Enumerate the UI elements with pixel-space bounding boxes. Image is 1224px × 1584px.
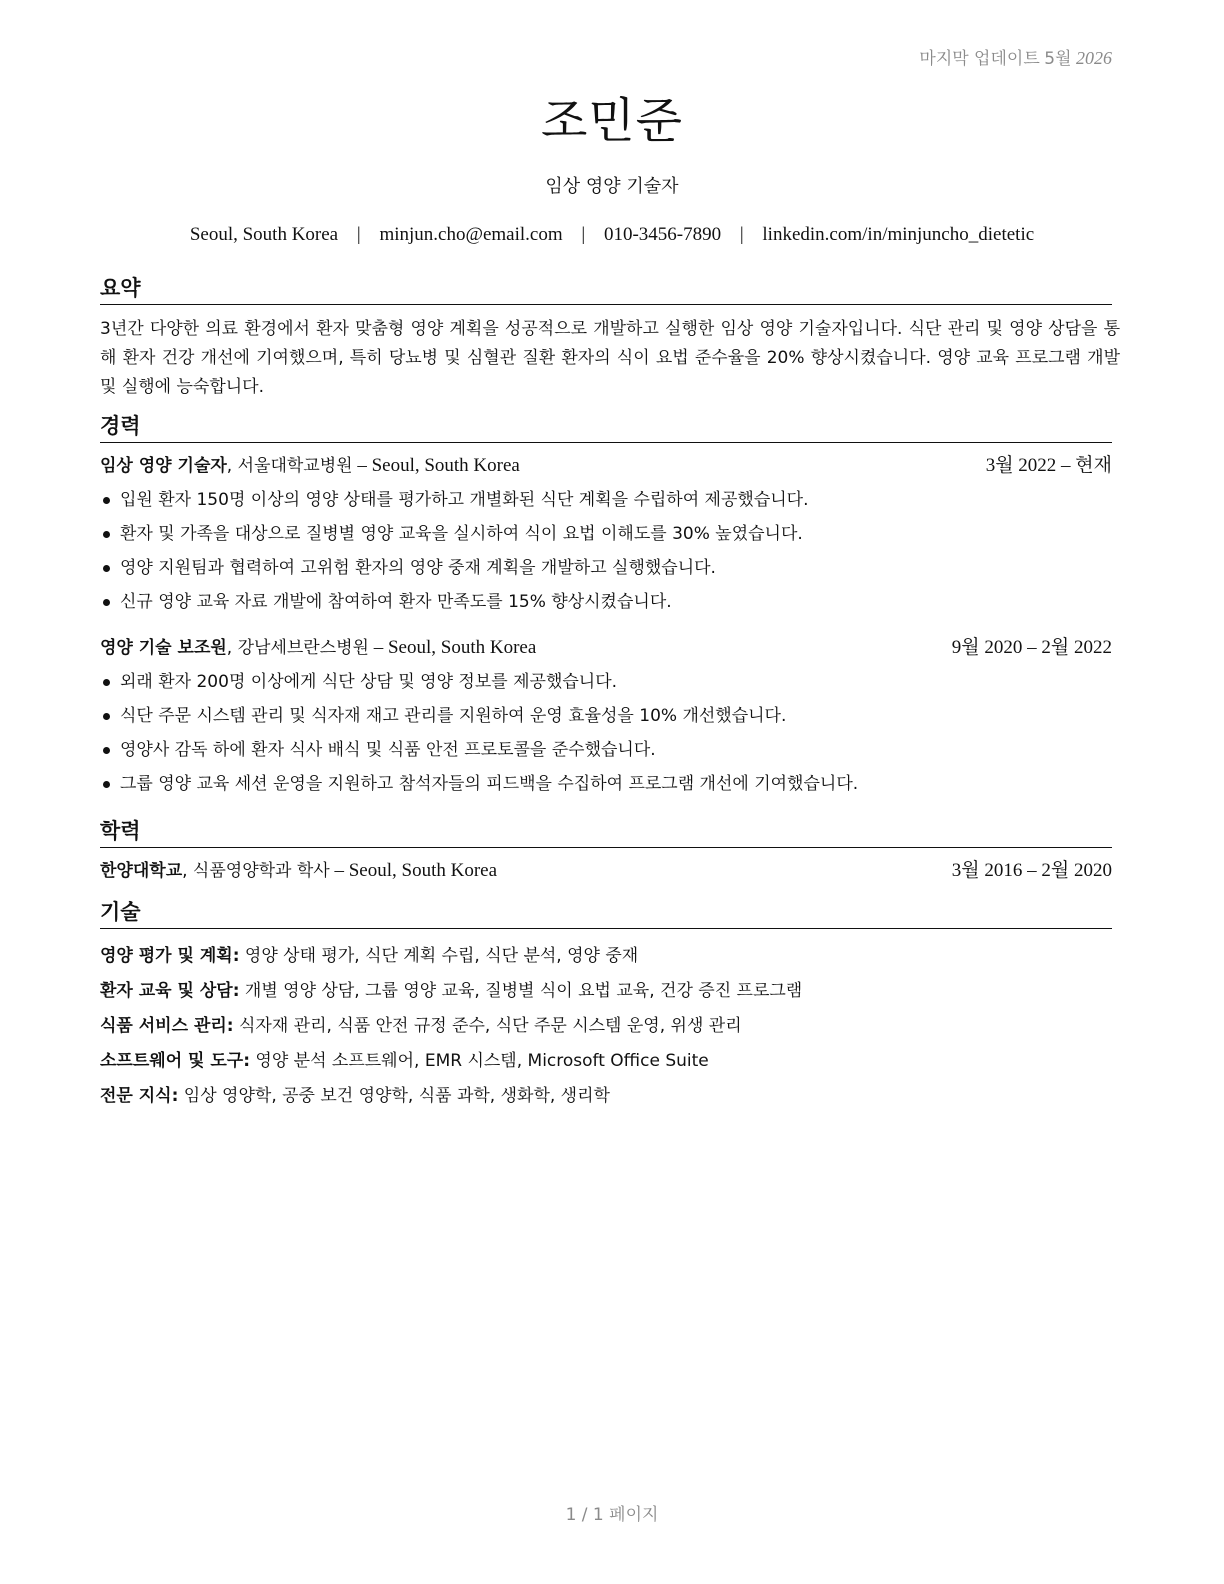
job-entry	[100, 635, 1112, 801]
job-location: – Seoul, South Korea	[352, 455, 520, 476]
job-bullet: 외래 환자 200명 이상에게 식단 상담 및 영양 정보를 제공했습니다.	[100, 665, 1112, 699]
education-section	[100, 817, 1112, 884]
skills-value: 임상 영양학, 공중 보건 영양학, 식품 과학, 생화학, 생리학	[178, 1086, 610, 1106]
job-bullet: 식단 주문 시스템 관리 및 식자재 재고 관리를 지원하여 운영 효율성을 10% 개선했습니다.	[100, 699, 1112, 733]
education-dates: 3월 2016 – 2월 2020	[951, 860, 1112, 881]
job-title: 영양 기술 보조원	[100, 638, 227, 658]
skills-label: 식품 서비스 관리:	[100, 1016, 234, 1036]
skills-row	[100, 1009, 1112, 1044]
contact-separator: |	[356, 224, 361, 245]
last-updated-month: 5월	[1044, 49, 1072, 69]
job-header	[100, 453, 1112, 479]
skills-value: 식자재 관리, 식품 안전 규정 준수, 식단 주문 시스템 운영, 위생 관리	[233, 1016, 742, 1036]
summary-text: 3년간 다양한 의료 환경에서 환자 맞춤형 영양 계획을 성공적으로 개발하고 실행한 임상 영양 기술자입니다. 식단 관리 및 영양 상담을 통해 환자 건강 개선에 기여했으며, 특히 당뇨병 및 심혈관 질환 환자의 식이 요법 준수율을 20% 향상시켰습니다. 영양 교육 프로그램 개발 및 실행에 능숙합니다.	[100, 319, 1120, 397]
skills-label: 전문 지식:	[100, 1086, 179, 1106]
resume-body	[100, 274, 1120, 1114]
skills-section	[100, 898, 1112, 1114]
page-footer: 1 / 1 페이지	[565, 1505, 659, 1525]
section-title-education: 학력	[100, 817, 1112, 848]
last-updated	[919, 44, 1112, 69]
section-title-skills: 기술	[100, 898, 1112, 929]
job-bullet: 영양사 감독 하에 환자 식사 배식 및 식품 안전 프로토콜을 준수했습니다.	[100, 733, 1112, 767]
job-bullets	[100, 665, 1112, 801]
resume-headline: 임상 영양 기술자	[545, 176, 679, 197]
contact-separator: |	[581, 224, 586, 245]
job-dates: 3월 2022 – 현재	[985, 455, 1112, 476]
skills-label: 영양 평가 및 계획:	[100, 946, 240, 966]
education-location: – Seoul, South Korea	[329, 860, 498, 881]
resume-name: 조민준	[540, 93, 684, 149]
education-entry	[100, 858, 1112, 884]
job-bullet: 신규 영양 교육 자료 개발에 참여하여 환자 만족도를 15% 향상시켰습니다.	[100, 585, 1112, 619]
job-bullet: 그룹 영양 교육 세션 운영을 지원하고 참석자들의 피드백을 수집하여 프로그램 개선에 기여했습니다.	[100, 767, 1112, 801]
job-bullet: 영양 지원팀과 협력하여 고위험 환자의 영양 중재 계획을 개발하고 실행했습니다.	[100, 551, 1112, 585]
experience-section	[100, 412, 1112, 801]
job-location: – Seoul, South Korea	[368, 637, 537, 658]
job-title: 임상 영양 기술자	[100, 456, 227, 476]
last-updated-year: 2026	[1076, 48, 1112, 68]
job-bullet: 입원 환자 150명 이상의 영양 상태를 평가하고 개별화된 식단 계획을 수립하여 제공했습니다.	[100, 483, 1112, 517]
summary-section	[100, 274, 1120, 402]
job-header	[100, 635, 1112, 661]
skills-row	[100, 1079, 1112, 1114]
skills-row	[100, 1044, 1112, 1079]
job-bullet: 환자 및 가족을 대상으로 질병별 영양 교육을 실시하여 식이 요법 이해도를 30% 높였습니다.	[100, 517, 1112, 551]
skills-value: 영양 분석 소프트웨어, EMR 시스템, Microsoft Office Suite	[250, 1051, 709, 1071]
job-org: , 강남세브란스병원	[226, 638, 369, 658]
skills-value: 개별 영양 상담, 그룹 영양 교육, 질병별 식이 요법 교육, 건강 증진 프로그램	[239, 981, 803, 1001]
job-entry	[100, 453, 1112, 619]
skills-value: 영양 상태 평가, 식단 계획 수립, 식단 분석, 영양 중재	[239, 946, 639, 966]
contact-separator: |	[739, 224, 744, 245]
skills-row	[100, 939, 1112, 974]
skills-label: 소프트웨어 및 도구:	[100, 1051, 251, 1071]
contact-linkedin[interactable]: linkedin.com/in/minjuncho_dietetic	[762, 224, 1035, 245]
section-title-experience: 경력	[100, 412, 1112, 443]
contact-phone: 010-3456-7890	[603, 224, 722, 245]
job-org: , 서울대학교병원	[226, 456, 353, 476]
contact-line	[0, 224, 1224, 246]
skills-row	[100, 974, 1112, 1009]
education-school: 한양대학교	[100, 861, 183, 881]
job-dates: 9월 2020 – 2월 2022	[951, 637, 1112, 658]
education-degree: , 식품영양학과 학사	[182, 861, 330, 881]
section-title-summary: 요약	[100, 274, 1112, 305]
last-updated-label: 마지막 업데이트	[919, 49, 1040, 69]
contact-email[interactable]: minjun.cho@email.com	[379, 224, 563, 245]
skills-label: 환자 교육 및 상담:	[100, 981, 240, 1001]
contact-location: Seoul, South Korea	[189, 224, 339, 245]
job-bullets	[100, 483, 1112, 619]
